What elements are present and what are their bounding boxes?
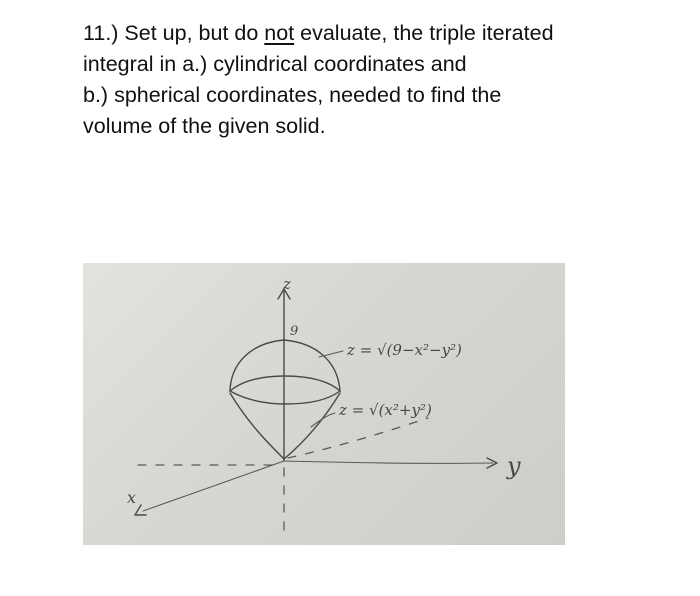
problem-line-2: integral in a.) cylindrical coordinates and [83,52,467,76]
sphere-cap [230,340,340,391]
intersection-ellipse-back [230,376,340,391]
problem-statement [83,18,683,142]
cone-left-side [230,393,284,459]
sphere-equation-label: z = √(9−x²−y²) [347,341,462,359]
problem-line-3: b.) spherical coordinates, needed to find the [83,83,502,107]
problem-line-1-prefix: 11.) Set up, but do [83,21,265,45]
problem-line-4: volume of the given solid. [83,114,326,138]
solid-sketch-photo [83,263,565,545]
y-axis [284,461,493,463]
y-axis-label: y [507,452,521,480]
solid-sketch [83,263,565,545]
x-axis [143,461,284,511]
problem-emphasis-not: not [264,21,295,45]
intersection-ellipse-front [230,391,340,404]
problem-line-1-suffix: evaluate, the triple iterated [294,21,554,45]
x-axis-label: x [127,488,137,507]
top-value-label: 9 [290,324,299,339]
z-axis-label: z [283,275,291,293]
problem-line-1 [83,18,683,49]
cone-equation-label: z = √(x²+y²) [339,401,432,419]
dashed-guide-right [288,418,428,458]
cone-label-pointer [311,413,335,427]
